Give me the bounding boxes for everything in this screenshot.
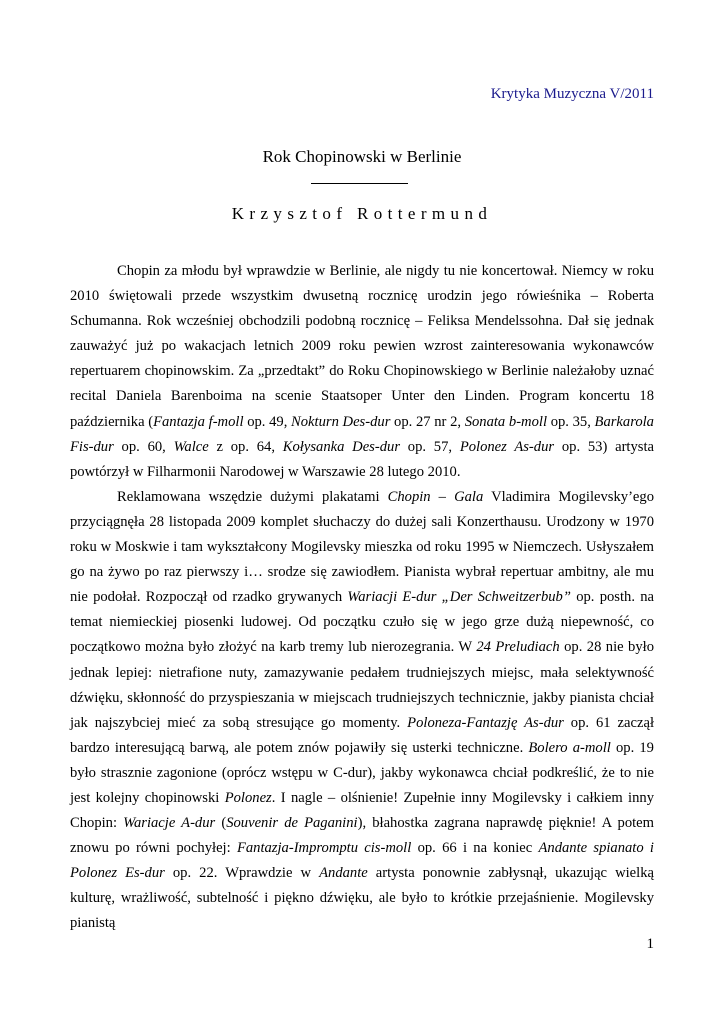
text-run: op. 49,	[243, 413, 292, 430]
italic-title-run: Fantazja-Impromptu cis-moll	[236, 840, 412, 857]
article-title: Rok Chopinowski w Berlinie	[262, 147, 462, 166]
article-body	[70, 259, 654, 937]
text-run: op. 28 nie było jednak lepiej: nietrafione nuty, zamazywanie pedałem trudniejszych miejsc, mała selektywność dźwięku, skłonność do przyspieszania w miejscach trudniejszych technicznie, jakby pianista chciał jak najszybciej mieć za sobą stresujące go momenty.	[70, 639, 654, 731]
text-run: op. 27 nr 2,	[390, 413, 465, 430]
italic-title-run: Barkarola Fis-dur	[70, 413, 654, 455]
italic-title-run: Sonata b-moll	[464, 413, 548, 430]
italic-title-run: Wariacji E-dur „Der Schweitzerbub”	[347, 589, 571, 606]
journal-header: Krytyka Muzyczna V/2011	[490, 86, 654, 102]
text-run: op. 19 było strasznie zagonione (oprócz wstępu w C-dur), jakby wykonawca chciał podkreślić, że to nie jest kolejny chopinowski	[70, 739, 654, 806]
italic-title-run: Polonez	[224, 789, 272, 806]
text-run: z op. 64,	[208, 438, 283, 455]
text-run: Chopin za młodu był wprawdzie w Berlinie, ale nigdy tu nie koncertował. Niemcy w roku 2010 świętowali przede wszystkim dwusetną rocznicę urodzin jego rówieśnika – Roberta Schumanna. Rok wcześniej obchodzili podobną rocznicę – Feliksa Mendelssohna. Dał się jednak zauważyć już po wakacjach letnich 2009 roku pewien wzrost zainteresowania wykonawców repertuarem chopinowskim. Za „przedtakt” do Roku Chopinowskiego w Berlinie należałoby uznać recital Daniela Barenboima na scenie Staatsoper Unter den Linden. Program koncertu 18 października (	[70, 263, 654, 430]
title-divider	[311, 183, 408, 184]
text-run: op. 60,	[113, 438, 174, 455]
italic-title-run: Andante	[319, 865, 368, 882]
text-run: ), błahostka zagrana naprawdę pięknie! A potem znowu po równi pochyłej:	[70, 815, 655, 857]
text-run: op. 66 i na koniec	[411, 840, 539, 857]
text-run: op. 61 zaczął bardzo interesującą barwą, ale potem znów pojawiły się usterki techniczne.	[70, 714, 654, 756]
italic-title-run: 24 Preludiach	[476, 639, 560, 656]
italic-title-run: Kołysanka Des-dur	[282, 438, 400, 455]
italic-title-run: Souvenir de Paganini	[226, 815, 358, 832]
text-run: Vladimira Mogilevsky’ego przyciągnęła 28 listopada 2009 komplet słuchaczy do dużej sali Konzerthausu. Urodzony w 1970 roku w Moskwie i tam wykształcony Mogilevsky mieszka od roku 1995 w Niemczech. Usłyszałem go na żywo po raz pierwszy i… srodze się zawiodłem. Pianista wybrał repertuar ambitny, ale mu nie podołał. Rozpoczął od rzadko grywanych	[70, 488, 654, 606]
paragraph	[70, 485, 654, 937]
text-run: op. 53) artysta powtórzył w Filharmonii Narodowej w Warszawie 28 lutego 2010.	[70, 438, 654, 480]
text-run: . I nagle – olśnienie! Zupełnie inny Mogilevsky i całkiem inny Chopin:	[70, 789, 654, 832]
paragraph	[70, 259, 654, 485]
italic-title-run: Walce	[173, 438, 209, 455]
text-run: artysta ponownie zabłysnął, ukazując wielką kulturę, wrażliwość, subtelność i piękno dźwięku, ale było to krótkie przejaśnienie. Mogilevsky pianistą	[70, 865, 654, 932]
text-run: op. posth. na temat niemieckiej piosenki ludowej. Od początku czuło się w jego grze dużą niepewność, co początkowo można było złożyć na karb tremy lub nierozegrania. W	[70, 589, 654, 656]
italic-title-run: Nokturn Des-dur	[291, 413, 391, 430]
text-run: op. 22. Wprawdzie w	[164, 865, 320, 882]
italic-title-run: Chopin – Gala	[387, 488, 484, 505]
text-run: op. 35,	[547, 413, 595, 430]
text-run: Reklamowana wszędzie dużymi plakatami	[117, 488, 388, 505]
italic-title-run: Bolero a-moll	[528, 739, 611, 756]
italic-title-run: Andante spianato i Polonez Es-dur	[70, 840, 654, 882]
italic-title-run: Fantazja f-moll	[153, 413, 244, 430]
italic-title-run: Wariacje A-dur	[123, 815, 216, 832]
article-author: Krzysztof Rottermund	[231, 204, 493, 223]
text-run: (	[215, 815, 227, 832]
italic-title-run: Polonez As-dur	[459, 438, 555, 455]
page-number: 1	[646, 936, 654, 952]
text-run: op. 57,	[400, 438, 460, 455]
italic-title-run: Poloneza-Fantazję As-dur	[407, 714, 564, 731]
